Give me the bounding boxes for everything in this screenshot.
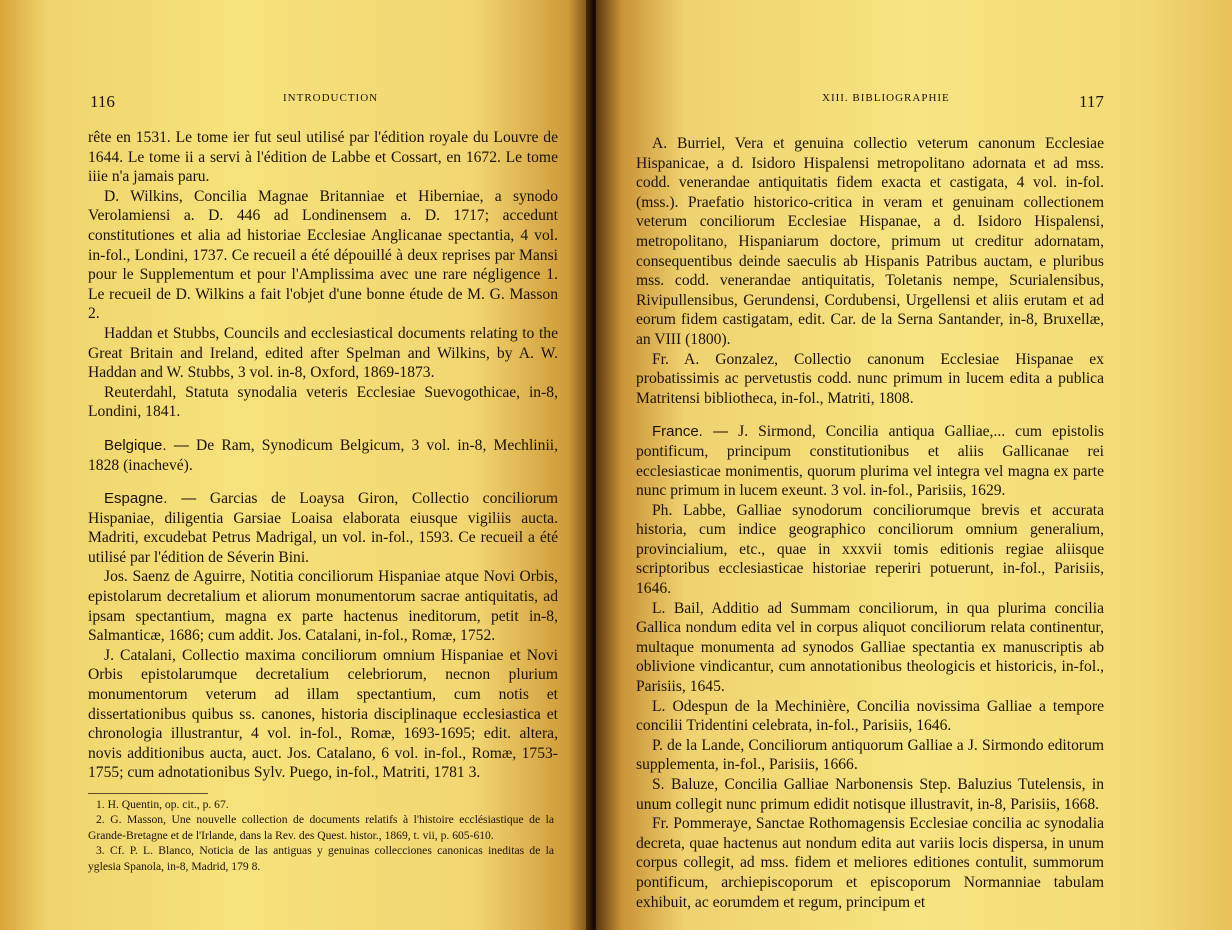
footnotes xyxy=(88,797,554,874)
running-head: INTRODUCTION xyxy=(283,92,379,104)
paragraph: L. Odespun de la Mechinière, Concilia novissima Galliae a tempore concilii Tridentini celebrata, in-fol., Parisiis, 1646. xyxy=(636,697,1104,735)
paragraph: Jos. Saenz de Aguirre, Notitia conciliorum Hispaniae atque Novi Orbis, epistolarum decretalium et aliorum monumentorum sacrae antiquitatis, ad ipsam spectantium, magna ex parte hactenus ineditorum, petit in-8, Salmanticæ, 1686; cum addit. Jos. Catalani, in-fol., Romæ, 1752. xyxy=(88,568,558,645)
section-belgique xyxy=(88,436,558,475)
footnote-rule xyxy=(88,793,208,794)
paragraph: Ph. Labbe, Galliae synodorum conciliorumque brevis et accurata historia, cum indice geographico conciliorum omnium generalium, provincialium, etc., quae in xxxvii tomis editionis regiae aliisque scriptoribus ecclesiasticae historiae reperiri potuerunt, in-fol., Parisiis, 1646. xyxy=(636,501,1104,598)
paragraph: J. Sirmond, Concilia antiqua Galliae,... cum epistolis pontificum, principum constitutionibus et aliis Gallicanae rei ecclesiasticae monimentis, quorum plurima vel integra vel magna ex parte nunc primum in lucem exeunt. 3 vol. in-fol., Parisiis, 1629. xyxy=(636,423,1104,500)
paragraph: D. Wilkins, Concilia Magnae Britanniae et Hiberniae, a synodo Verolamiensi a. D. 446 ad Londinensem a. D. 1717; accedunt constitutiones et alia ad historiae Ecclesiae Anglicanae spectantia, 4 vol. in-fol., Londini, 1737. Ce recueil a été dépouillé à deux reprises par Mansi pour le Supplementum et pour l'Amplissima avec une rare négligence 1. Le recueil de D. Wilkins a fait l'objet d'une bonne étude de M. G. Masson 2. xyxy=(88,187,558,323)
paragraph: Fr. A. Gonzalez, Collectio canonum Ecclesiae Hispanae ex probatissimis ac pervetustis codd. nunc primum in lucem edita a publica Matritensi bibliotheca, in-fol., Matriti, 1808. xyxy=(636,350,1104,407)
left-body-text xyxy=(88,128,558,783)
paragraph: P. de la Lande, Conciliorum antiquorum Galliae a J. Sirmondo editorum supplementa, in-fol., Parisiis, 1666. xyxy=(636,736,1104,774)
right-body-text xyxy=(636,134,1104,912)
paragraph: L. Bail, Additio ad Summam conciliorum, in qua plurima concilia Gallica nondum edita vel in corpus aliquot conciliorum relata continentur, multaque monumenta ad synodos Galliae spectantia ex manuscriptis ab oblivione vindicantur, cum annotationibus theologicis et historicis, in-fol., Parisiis, 1645. xyxy=(636,599,1104,696)
section-heading: France. — xyxy=(652,423,729,441)
section-heading: Espagne. — xyxy=(104,490,197,508)
paragraph: Fr. Pommeraye, Sanctae Rothomagensis Ecclesiae concilia ac synodalia decreta, quae hactenus aut nondum edita aut variis locis dispersa, in unum corpus collegit, ad mss. fidem et meliores editiones contulit, summorum pontificum, archiepiscoporum et episcoporum Normanniae tabulam exhibuit, ac eorumdem et regum, principum et xyxy=(636,815,1104,911)
section-france xyxy=(636,422,1104,500)
page-number: 116 xyxy=(90,92,115,111)
paragraph: Haddan et Stubbs, Councils and ecclesiastical documents relating to the Great Britain and Ireland, edited after Spelman and Wilkins, by A. W. Haddan and W. Stubbs, 3 vol. in-8, Oxford, 1869-1873. xyxy=(88,324,558,382)
paragraph: J. Catalani, Collectio maxima conciliorum omnium Hispaniae et Novi Orbis epistolarumque decretalium celebriorum, necnon plurium monumentorum veterum ad illam spectantium, cum notis et dissertationibus quibus ss. canones, historia disciplinaque ecclesiastica et chronologia illustrantur, 4 vol. in-fol., Romæ, 1693-1695; edit. altera, novis additionibus aucta, auct. Jos. Catalano, 6 vol. in-fol., Romæ, 1753-1755; cum adnotationibus Sylv. Puego, in-fol., Matriti, 1781 3. xyxy=(88,646,558,782)
paragraph: rête en 1531. Le tome ier fut seul utilisé par l'édition royale du Louvre de 1644. Le tome ii a servi à l'édition de Labbe et Cossart, en 1672. Le tome iiie n'a jamais paru. xyxy=(88,129,558,186)
section-espagne xyxy=(88,489,558,567)
paragraph: A. Burriel, Vera et genuina collectio veterum canonum Ecclesiae Hispanicae, a d. Isidoro Hispalensi metropolitano adornata et ad mss. codd. venerandae antiquitatis fidem exacta et castigata, 4 vol. in-fol. (mss.). Praefatio historico-critica in veram et genuinam collectionem veterum conciliorum Ecclesiae Hispanae, a d. Isidoro Hispalensi, metropolitano, Hispaniarum doctore, primum ut creditur adornatam, consequentibus deinde saeculis ab Hispanis Patribus auctam, e pluribus mss. codd. venerandae antiquitatis, Toletanis nempe, Scurialensibus, Rivipullensibus, Gerundensi, Cordubensi, Urgellensi et aliis erutam et ad eorum fidem castigatam, edit. Car. de la Serna Santander, in-8, Bruxellæ, an VIII (1800). xyxy=(636,135,1104,348)
footnote: 2. G. Masson, Une nouvelle collection de documents relatifs à l'histoire ecclésiastique de la Grande-Bretagne et de l'Irlande, dans la Rev. des Quest. histor., 1869, t. vii, p. 605-610. xyxy=(88,813,554,842)
right-page xyxy=(596,0,1232,930)
paragraph: De Ram, Synodicum Belgicum, 3 vol. in-8, Mechlinii, 1828 (inachevé). xyxy=(88,436,559,474)
page-number: 117 xyxy=(1079,92,1104,111)
paragraph: S. Baluze, Concilia Galliae Narbonensis Step. Baluzius Tutelensis, in unum collegit nunc primum edidit notisque illustravit, in-8, Parisiis, 1668. xyxy=(636,776,1104,813)
footnote: 1. H. Quentin, op. cit., p. 67. xyxy=(96,798,229,811)
paragraph: Reuterdahl, Statuta synodalia veteris Ecclesiae Suevogothicae, in-8, Londini, 1841. xyxy=(88,383,558,421)
footnote: 3. Cf. P. L. Blanco, Noticia de las antiguas y genuinas collecciones canonicas ineditas de la yglesia Spanola, in-8, Madrid, 179 8. xyxy=(88,844,554,873)
left-page xyxy=(0,0,592,930)
running-head: XIII. BIBLIOGRAPHIE xyxy=(822,92,950,104)
section-heading: Belgique. — xyxy=(104,436,189,454)
paragraph: Garcias de Loaysa Giron, Collectio conciliorum Hispaniae, diligentia Garsiae Loaisa elaborata eiusque vigiliis aucta. Madriti, excudebat Petrus Madrigal, un vol. in-fol., 1593. Ce recueil a été utilisé par l'édition de Séverin Bini. xyxy=(88,490,558,566)
